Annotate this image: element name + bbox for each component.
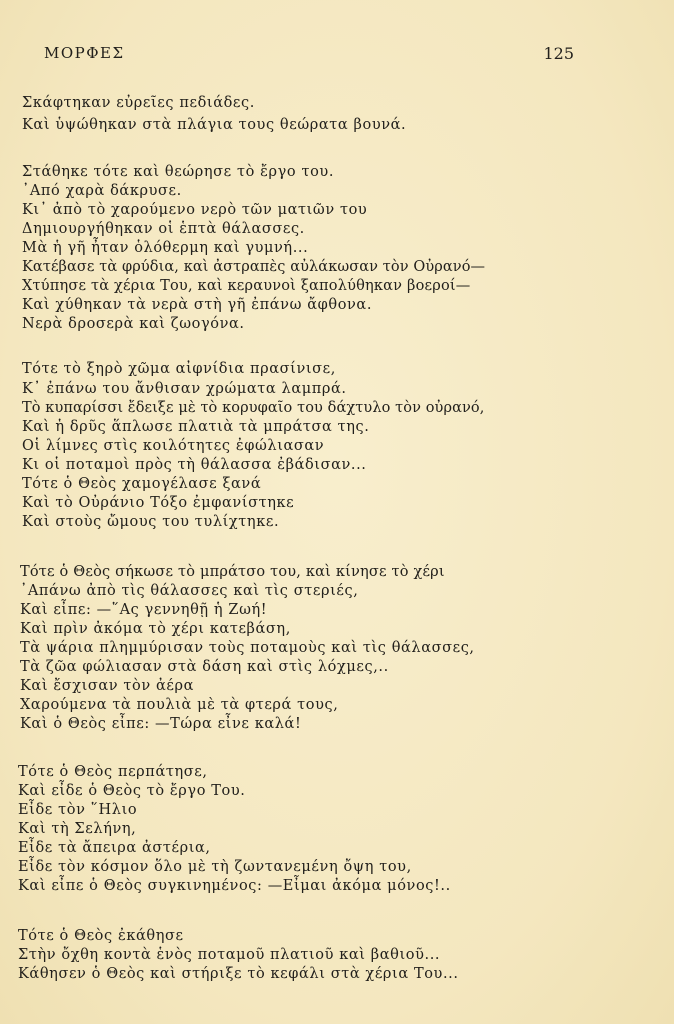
running-head-title: ΜΟΡΦΕΣ: [44, 44, 125, 62]
verse-line: Τότε ὁ Θεὸς σήκωσε τὸ μπράτσο του, καὶ κίνησε τὸ χέρι: [20, 564, 445, 580]
verse-line: Στὴν ὄχθη κοντὰ ἑνὸς ποταμοῦ πλατιοῦ καὶ βαθιοῦ...: [18, 947, 441, 963]
verse-line: Σκάφτηκαν εὐρεῖες πεδιάδες.: [22, 95, 255, 111]
verse-line: Κι᾿ ἀπὸ τὸ χαρούμενο νερὸ τῶν ματιῶν του: [22, 202, 368, 218]
verse-line: Μὰ ἡ γῆ ἦταν ὁλόθερμη καὶ γυμνή...: [22, 240, 309, 256]
verse-line: Κ᾿ ἐπάνω του ἄνθισαν χρώματα λαμπρά.: [22, 381, 347, 397]
verse-line: Εἶδε τὸν ῞Ηλιο: [18, 802, 138, 818]
verse-line: Καὶ χύθηκαν τὰ νερὰ στὴ γῆ ἐπάνω ἄφθονα.: [22, 297, 373, 313]
verse-line: Καὶ εἶπε: —῞Ας γεννηθῇ ἡ Ζωή!: [20, 602, 268, 618]
verse-line: Εἶδε τὰ ἄπειρα ἀστέρια,: [18, 840, 211, 856]
verse-line: Καὶ ὁ Θεὸς εἶπε: —Τώρα εἶνε καλά!: [20, 716, 302, 732]
verse-line: Καὶ ἡ δρῦς ἅπλωσε πλατιὰ τὰ μπράτσα της.: [22, 419, 370, 435]
verse-line: ᾿Απάνω ἀπὸ τὶς θάλασσες καὶ τὶς στεριές,: [20, 583, 359, 599]
verse-line: Δημιουργήθηκαν οἱ ἑπτὰ θάλασσες.: [22, 221, 305, 237]
verse-line: Τότε ὁ Θεὸς ἐκάθησε: [18, 928, 184, 944]
verse-line: Καὶ εἶπε ὁ Θεὸς συγκινημένος: —Εἶμαι ἀκόμα μόνος!..: [18, 878, 451, 894]
verse-line: Καὶ πρὶν ἀκόμα τὸ χέρι κατεβάση,: [20, 621, 291, 637]
verse-line: Τὰ ψάρια πλημμύρισαν τοὺς ποταμοὺς καὶ τὶς θάλασσες,: [20, 640, 475, 656]
verse-line: Νερὰ δροσερὰ καὶ ζωογόνα.: [22, 316, 245, 332]
verse-line: Οἱ λίμνες στὶς κοιλότητες ἐφώλιασαν: [22, 438, 325, 454]
verse-line: Καὶ τὸ Οὐράνιο Τόξο ἐμφανίστηκε: [22, 495, 295, 511]
verse-line: Καὶ ἔσχισαν τὸν ἀέρα: [20, 678, 194, 694]
verse-line: Κατέβασε τὰ φρύδια, καὶ ἀστραπὲς αὐλάκωσαν τὸν Οὐρανό—: [22, 259, 486, 275]
verse-line: Τότε ὁ Θεὸς περπάτησε,: [18, 764, 208, 780]
verse-line: Καὶ εἶδε ὁ Θεὸς τὸ ἔργο Του.: [18, 783, 246, 799]
verse-line: Καὶ τὴ Σελήνη,: [18, 821, 137, 837]
verse-line: ᾿Από χαρὰ δάκρυσε.: [22, 183, 182, 199]
verse-line: Κι οἱ ποταμοὶ πρὸς τὴ θάλασσα ἐβάδισαν...: [22, 457, 367, 473]
verse-line: Καὶ ὑψώθηκαν στὰ πλάγια τους θεώρατα βουνά.: [22, 117, 407, 133]
verse-line: Χαρούμενα τὰ πουλιὰ μὲ τὰ φτερά τους,: [20, 697, 339, 713]
page-number: 125: [543, 44, 574, 63]
verse-line: Τότε τὸ ξηρὸ χῶμα αἰφνίδια πρασίνισε,: [22, 361, 336, 377]
verse-line: Τότε ὁ Θεὸς χαμογέλασε ξανά: [22, 476, 262, 492]
verse-line: Τὰ ζῶα φώλιασαν στὰ δάση καὶ στὶς λόχμες,..: [20, 659, 389, 675]
verse-line: Κάθησεν ὁ Θεὸς καὶ στήριξε τὸ κεφάλι στὰ χέρια Του...: [18, 966, 459, 982]
verse-line: Εἶδε τὸν κόσμον ὅλο μὲ τὴ ζωντανεμένη ὄψη του,: [18, 859, 412, 875]
verse-line: Τὸ κυπαρίσσι ἔδειξε μὲ τὸ κορυφαῖο του δάχτυλο τὸν οὐρανό,: [22, 400, 485, 416]
verse-line: Χτύπησε τὰ χέρια Του, καὶ κεραυνοὶ ξαπολύθηκαν βοεροί—: [22, 278, 471, 294]
verse-line: Στάθηκε τότε καὶ θεώρησε τὸ ἔργο του.: [22, 164, 335, 180]
verse-line: Καὶ στοὺς ὤμους του τυλίχτηκε.: [22, 514, 280, 530]
